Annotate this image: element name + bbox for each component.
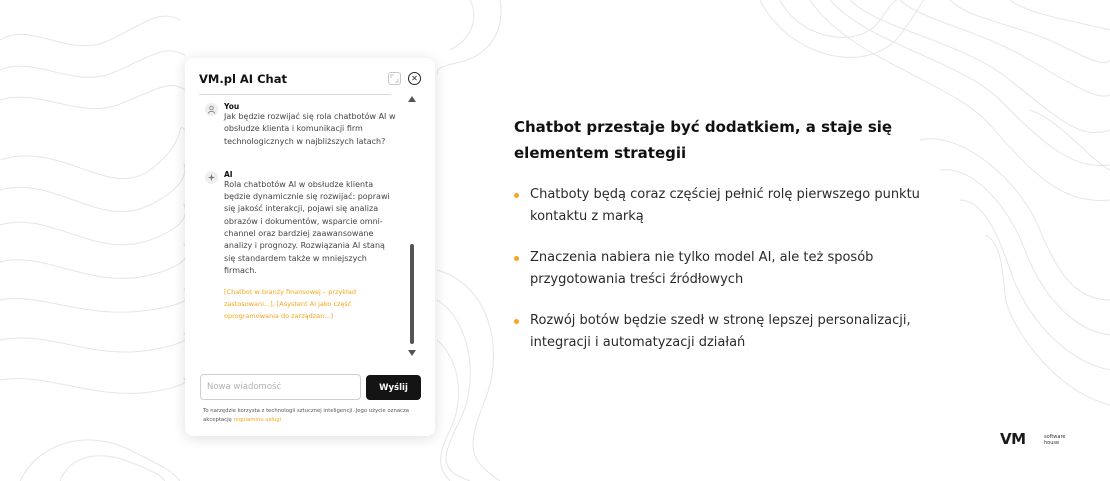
terms-link[interactable]: regulaminu usługi: [233, 416, 282, 423]
chat-title: VM.pl AI Chat: [199, 72, 287, 86]
message-author: You: [224, 102, 240, 111]
message-text: Jak będzie rozwijać się rola chatbotów AI w obsłudze klienta i komunikacji firm technologicznych w najbliższych latach?: [224, 112, 396, 146]
bullet-dot-icon: [514, 193, 519, 198]
bullet-dot-icon: [514, 256, 519, 261]
logo-mark: VM: [1000, 430, 1026, 448]
close-icon[interactable]: ✕: [408, 72, 421, 85]
ai-sparkle-icon: [205, 171, 218, 184]
bullet-text: Chatboty będą coraz częściej pełnić rolę pierwszego punktu kontaktu z marką: [530, 187, 920, 224]
disclaimer-text: To narzędzie korzysta z technologii sztucznej inteligencji. Jego użycie oznacza akceptację: [203, 408, 409, 423]
chat-widget: [185, 58, 435, 436]
bullet-text: Rozwój botów będzie szedł w stronę lepszej personalizacji, integracji i automatyzacji działań: [530, 313, 911, 350]
message-author: AI: [224, 169, 233, 179]
message-input[interactable]: [200, 374, 361, 400]
scroll-down-arrow[interactable]: [408, 350, 416, 356]
message-user: [203, 102, 398, 148]
logo-line1: software: [1044, 434, 1066, 440]
vm-logo: [1000, 430, 1080, 450]
section-heading: Chatbot przestaje być dodatkiem, a staje się elementem strategii: [514, 118, 893, 162]
message-ai: [203, 170, 398, 322]
user-icon: [205, 103, 218, 116]
bullet-item: [514, 247, 934, 291]
header-divider: [199, 94, 391, 95]
bullet-dot-icon: [514, 319, 519, 324]
message-text: Rola chatbotów AI w obsłudze klienta będzie dynamicznie się rozwijać: poprawi się jakość interakcji, pojawi się analiza obrazów i dokumentów, wsparcie omni-channel oraz bardziej zaawansowane analizy i prognozy. Rozwiązania AI staną się standardem także w mniejszych firmach.: [224, 179, 390, 275]
bullet-list: [514, 184, 934, 373]
bullet-item: [514, 184, 934, 228]
send-button[interactable]: Wyślij: [366, 375, 421, 400]
chat-header: [199, 72, 421, 92]
bullet-item: [514, 310, 934, 354]
logo-subtitle: [1044, 434, 1065, 446]
bullet-text: Znaczenia nabiera nie tylko model AI, ale też sposób przygotowania treści źródłowych: [530, 250, 874, 287]
logo-line2: house: [1044, 440, 1060, 446]
messages-list: [203, 102, 398, 352]
scrollbar-thumb[interactable]: [410, 244, 414, 344]
disclaimer: [203, 407, 423, 424]
scroll-up-arrow[interactable]: [408, 96, 416, 102]
expand-icon[interactable]: [388, 72, 401, 85]
source-links[interactable]: [Chatbot w branży finansowej – przykład zastosowani...], [Asystent AI jako część oprogramowania do zarządzan...]: [224, 288, 357, 321]
